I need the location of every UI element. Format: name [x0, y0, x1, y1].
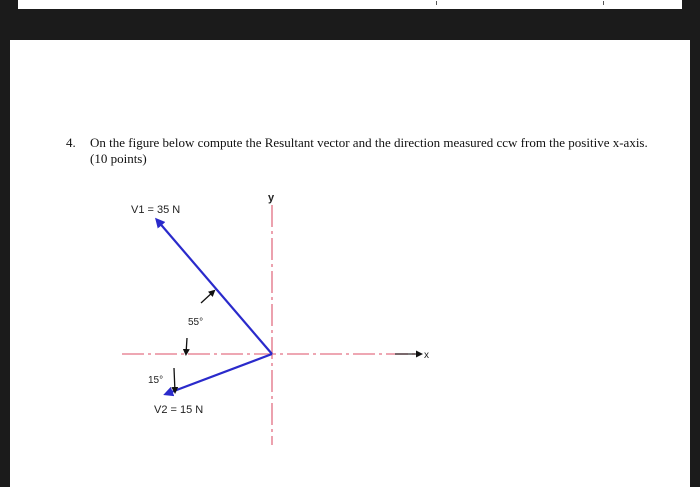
angle-label-55: 55°: [188, 317, 204, 328]
angle-arrow-upper: [186, 338, 187, 354]
vector-v2: [166, 354, 272, 394]
v1-label: V1 = 35 N: [131, 204, 181, 216]
angle-label-15: 15°: [148, 375, 164, 386]
v2-label: V2 = 15 N: [154, 404, 204, 416]
y-axis-label: y: [268, 192, 275, 204]
vector-v1: [157, 220, 272, 354]
angle-arrow-15: [174, 368, 175, 392]
question-number: 4.: [66, 135, 76, 150]
question-text: On the figure below compute the Resultant vector and the direction measured ccw from the positive x-axis. (10 points): [90, 135, 648, 166]
angle-arrow-55: [201, 291, 214, 303]
x-axis-label: x: [424, 350, 429, 361]
